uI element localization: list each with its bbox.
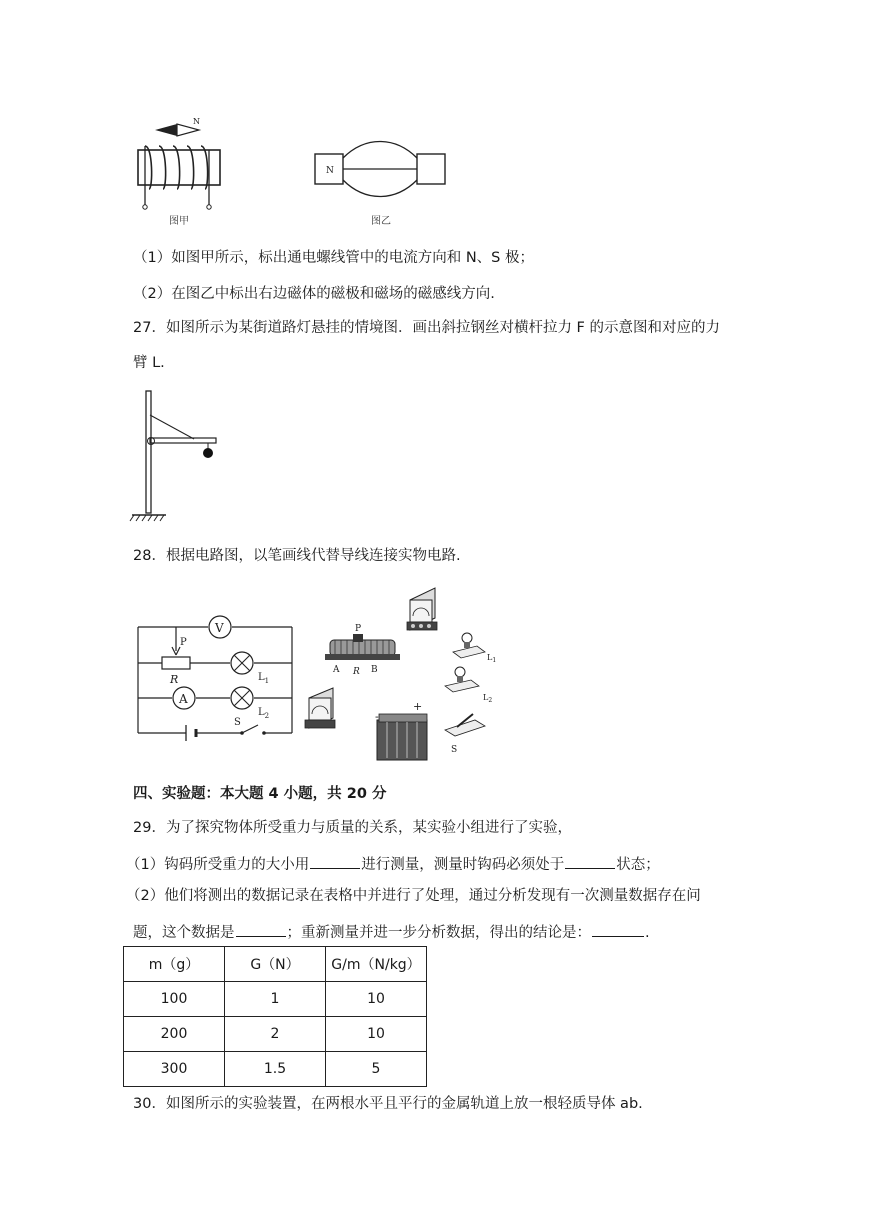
circuit-a-label: A [179,692,188,706]
real-switch [445,714,485,736]
table-cell: 10 [326,1017,427,1052]
circuit-l1-sub: 1 [264,677,270,685]
real-minus-label: - [375,710,379,723]
q26-part2: （2）在图乙中标出右边磁体的磁极和磁场的磁感线方向. [133,286,495,302]
real-l1-label: L [487,653,493,662]
q29-intro: 29．为了探究物体所受重力与质量的关系，某实验小组进行了实验， [133,820,572,836]
q29-p2-b: ；重新测量并进一步分析数据，得出的结论是： [286,925,591,941]
circuit-v-label: V [215,621,224,635]
real-r-label: R [353,667,360,677]
table-cell: 10 [326,982,427,1017]
q27-line2: 臂 L. [133,355,165,371]
q29-p1-b: 进行测量，测量时钩码必须处于 [361,857,565,873]
table-cell: 300 [124,1052,225,1087]
magnets [315,142,445,197]
table-cell: 100 [124,982,225,1017]
real-l2-label: L [483,693,489,702]
circuit-s-label: S [234,717,241,728]
real-p-label: P [355,624,362,634]
figure-solenoid-and-magnets [125,110,455,235]
real-rheostat [325,634,400,660]
circuit-l1-label: L [258,672,265,683]
table-header-ratio: G/m（N/kg） [326,947,427,982]
magnet-n-label: N [326,166,334,176]
circuit-l2-sub: 2 [264,712,270,720]
table-row [124,982,427,1017]
compass-n-label: N [193,117,200,126]
real-l1-sub: 1 [492,657,497,664]
real-ammeter [305,688,335,728]
q29-blank-state[interactable] [565,853,615,869]
table-row [124,1052,427,1087]
q29-data-table [123,946,427,1087]
circuit-diagram [130,605,300,750]
q30-text: 30．如图所示的实验装置，在两根水平且平行的金属轨道上放一根轻质导体 ab. [133,1096,643,1112]
q28-text: 28．根据电路图，以笔画线代替导线连接实物电路. [133,548,461,564]
q29-part2-line2 [133,921,650,943]
svg-text:L2 [258,707,269,720]
real-l2-sub: 2 [488,697,493,704]
q29-p2-a: 题，这个数据是 [133,925,235,941]
table-cell: 200 [124,1017,225,1052]
section4-heading: 四、实验题：本大题 4 小题，共 20 分 [133,786,387,802]
table-cell: 5 [326,1052,427,1087]
real-a-label: A [333,665,340,675]
q27-line1: 27．如图所示为某街道路灯悬挂的情境图．画出斜拉钢丝对横杆拉力 F 的示意图和对应的力 [133,320,721,336]
circuit-r-label: R [170,673,179,686]
svg-text:L1 [258,672,269,685]
figure-yi-label: 图乙 [371,216,391,227]
solenoid [138,146,220,209]
svg-text:L1 [487,653,496,664]
table-row [124,1017,427,1052]
table-cell: 1.5 [225,1052,326,1087]
circuit-p-label: P [180,637,187,648]
figure-jia-label: 图甲 [169,216,189,227]
q29-part1 [126,853,660,875]
q29-p1-c: 状态； [616,857,660,873]
circuit-l2-label: L [258,707,265,718]
q26-part1: （1）如图甲所示，标出通电螺线管中的电流方向和 N、S 极； [133,250,534,266]
svg-text:L2 [483,693,492,704]
table-header-gravity: G（N） [225,947,326,982]
q29-p2-c: . [645,925,650,941]
real-lamp-l1 [453,633,485,658]
q29-blank-conclusion[interactable] [592,921,644,937]
real-lamp-l2 [445,667,479,692]
q29-blank-data[interactable] [236,921,286,937]
table-cell: 2 [225,1017,326,1052]
q29-part2-line1: （2）他们将测出的数据记录在表格中并进行了处理，通过分析发现有一次测量数据存在问 [126,888,701,904]
q29-p1-a: （1）钩码所受重力的大小用 [126,857,310,873]
table-cell: 1 [225,982,326,1017]
real-plus-label: + [413,700,423,713]
real-b-label: B [371,665,378,675]
real-voltmeter [407,588,437,630]
q29-blank-instrument[interactable] [310,853,360,869]
table-header-mass: m（g） [124,947,225,982]
table-header-row [124,947,427,982]
real-battery [377,714,427,760]
real-circuit-components [295,580,515,765]
street-lamp-figure [128,385,228,530]
real-s-label: S [451,745,458,755]
